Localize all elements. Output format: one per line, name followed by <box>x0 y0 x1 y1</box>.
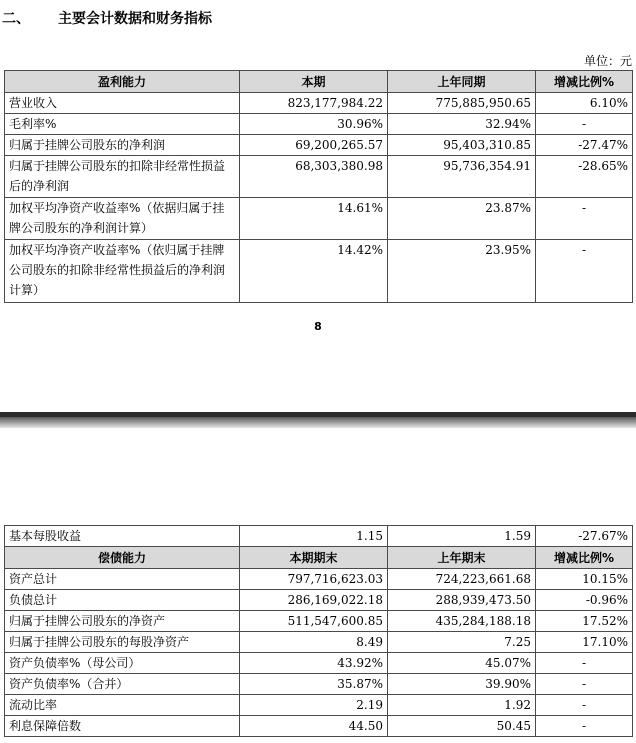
row-label: 归属于挂牌公司股东的净资产 <box>5 611 240 632</box>
header-cell: 本期 <box>240 71 388 93</box>
row-label: 归属于挂牌公司股东的净利润 <box>5 135 240 156</box>
current-value: 511,547,600.85 <box>240 611 388 632</box>
header-cell: 本期期末 <box>240 547 388 569</box>
row-label: 加权平均净资产收益率%（依据归属于挂牌公司股东的净利润计算） <box>5 198 240 240</box>
current-value: 14.61% <box>240 198 388 240</box>
change-value: -27.67% <box>536 526 633 547</box>
table-header-row <box>5 71 633 93</box>
change-value: 6.10% <box>536 93 633 114</box>
change-value: 17.52% <box>536 611 633 632</box>
section-number: 二、 <box>2 11 30 27</box>
table-row <box>5 114 633 135</box>
row-label: 资产负债率%（合并） <box>5 674 240 695</box>
prior-value: 95,403,310.85 <box>388 135 536 156</box>
change-value: - <box>536 198 633 240</box>
prior-value: 1.92 <box>388 695 536 716</box>
header-cell: 增减比例% <box>536 71 633 93</box>
row-label: 归属于挂牌公司股东的扣除非经常性损益后的净利润 <box>5 156 240 198</box>
row-label: 加权平均净资产收益率%（依归属于挂牌公司股东的扣除非经常性损益后的净利润计算） <box>5 240 240 303</box>
change-value: - <box>536 674 633 695</box>
table-row <box>5 653 633 674</box>
unit-label: 单位：元 <box>583 54 632 68</box>
prior-value: 435,284,188.18 <box>388 611 536 632</box>
row-label: 负债总计 <box>5 590 240 611</box>
prior-value: 7.25 <box>388 632 536 653</box>
profitability-table <box>4 70 633 303</box>
change-value: -28.65% <box>536 156 633 198</box>
current-value: 30.96% <box>240 114 388 135</box>
row-label: 资产负债率%（母公司） <box>5 653 240 674</box>
prior-value: 39.90% <box>388 674 536 695</box>
row-label: 基本每股收益 <box>5 526 240 547</box>
table-row <box>5 240 633 303</box>
change-value: - <box>536 653 633 674</box>
header-cell: 增减比例% <box>536 547 633 569</box>
current-value: 69,200,265.57 <box>240 135 388 156</box>
change-value: 17.10% <box>536 632 633 653</box>
prior-value: 50.45 <box>388 716 536 737</box>
prior-value: 32.94% <box>388 114 536 135</box>
current-value: 44.50 <box>240 716 388 737</box>
row-label: 毛利率% <box>5 114 240 135</box>
current-value: 797,716,623.03 <box>240 569 388 590</box>
change-value: -27.47% <box>536 135 633 156</box>
current-value: 43.92% <box>240 653 388 674</box>
header-cell: 盈利能力 <box>5 71 240 93</box>
table-row <box>5 632 633 653</box>
change-value: - <box>536 716 633 737</box>
table-header-row <box>5 547 633 569</box>
table-row <box>5 198 633 240</box>
row-label: 资产总计 <box>5 569 240 590</box>
current-value: 14.42% <box>240 240 388 303</box>
prior-value: 45.07% <box>388 653 536 674</box>
current-value: 823,177,984.22 <box>240 93 388 114</box>
table-row <box>5 611 633 632</box>
prior-value: 95,736,354.91 <box>388 156 536 198</box>
section-title: 主要会计数据和财务指标 <box>58 11 212 27</box>
prior-value: 775,885,950.65 <box>388 93 536 114</box>
current-value: 2.19 <box>240 695 388 716</box>
table-row <box>5 569 633 590</box>
table-row <box>5 156 633 198</box>
change-value: 10.15% <box>536 569 633 590</box>
row-label: 利息保障倍数 <box>5 716 240 737</box>
prior-value: 724,223,661.68 <box>388 569 536 590</box>
current-value: 8.49 <box>240 632 388 653</box>
table-row <box>5 135 633 156</box>
page-number: 8 <box>314 320 322 333</box>
table-row <box>5 590 633 611</box>
table-row <box>5 695 633 716</box>
current-value: 35.87% <box>240 674 388 695</box>
prior-value: 23.87% <box>388 198 536 240</box>
page-divider <box>0 412 636 428</box>
table-row <box>5 526 633 547</box>
prior-value: 23.95% <box>388 240 536 303</box>
row-label: 营业收入 <box>5 93 240 114</box>
prior-value: 288,939,473.50 <box>388 590 536 611</box>
change-value: - <box>536 695 633 716</box>
table-row <box>5 716 633 737</box>
current-value: 1.15 <box>240 526 388 547</box>
header-cell: 上年同期 <box>388 71 536 93</box>
current-value: 286,169,022.18 <box>240 590 388 611</box>
header-cell: 上年期末 <box>388 547 536 569</box>
current-value: 68,303,380.98 <box>240 156 388 198</box>
solvency-table <box>4 525 633 737</box>
change-value: - <box>536 240 633 303</box>
row-label: 流动比率 <box>5 695 240 716</box>
change-value: - <box>536 114 633 135</box>
table-row <box>5 93 633 114</box>
table-row <box>5 674 633 695</box>
header-cell: 偿债能力 <box>5 547 240 569</box>
prior-value: 1.59 <box>388 526 536 547</box>
row-label: 归属于挂牌公司股东的每股净资产 <box>5 632 240 653</box>
change-value: -0.96% <box>536 590 633 611</box>
